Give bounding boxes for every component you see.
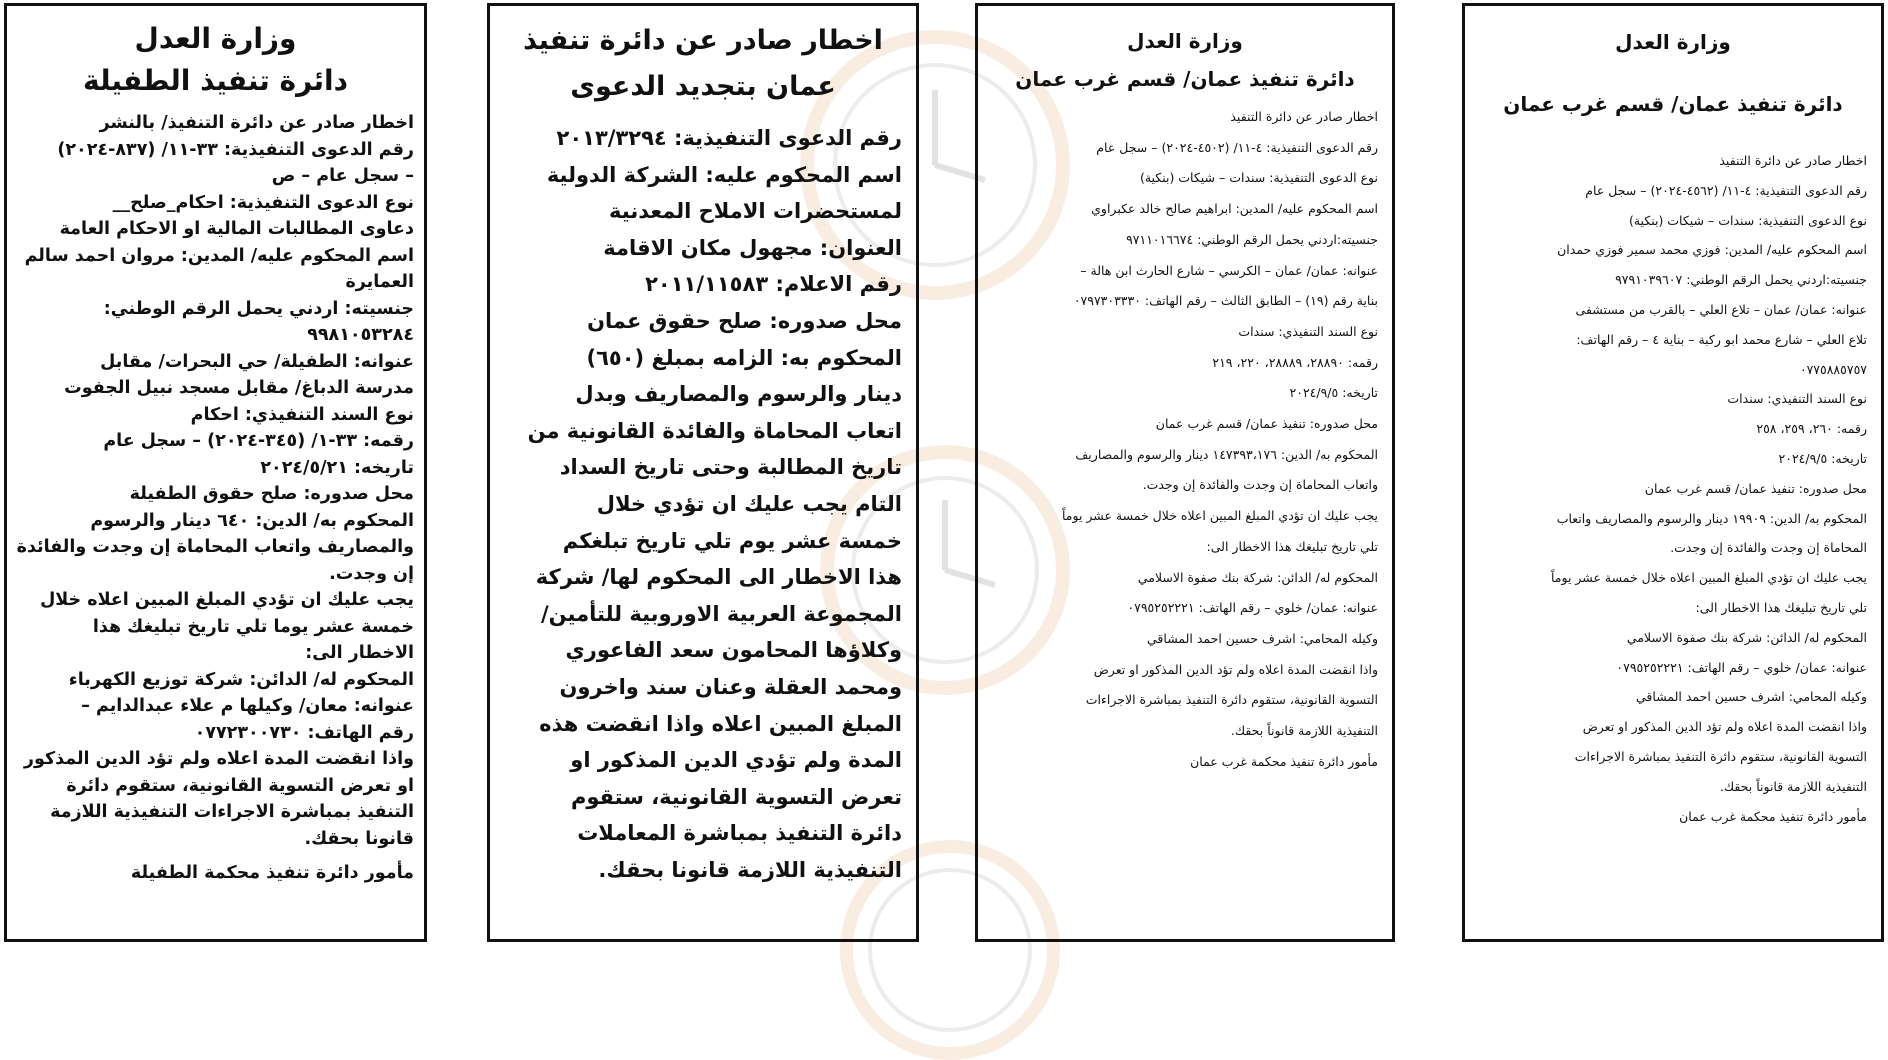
notice-line: عنوانه: عمان/ عمان – الكرسي – شارع الحارث ابن هالة – [1080, 262, 1378, 278]
notice-line: الاخطار الى: [305, 643, 414, 663]
notice-line: رقم الدعوى التنفيذية: ٤-١١/ (٤٥٦٢-٢٠٢٤) – سجل عام [1585, 182, 1867, 198]
notice-west-amman-1 [975, 3, 1395, 942]
notice-line: رقم الدعوى التنفيذية: ٢٠١٣/٣٢٩٤ [556, 126, 902, 150]
notice-line: رقم الهاتف: ٠٧٧٢٣٠٠٧٣٠ [194, 722, 414, 743]
notice-tafila [4, 3, 427, 942]
notice-line: اسم المحكوم عليه: الشركة الدولية [546, 162, 902, 187]
notice-line: إن وجدت. [329, 563, 414, 584]
notice-line: رقم الدعوى التنفيذية: ٤-١١/ (٤٥٠٢-٢٠٢٤) – سجل عام [1096, 139, 1378, 155]
notice-line: العنوان: مجهول مكان الاقامة [603, 235, 902, 260]
notice-line: يجب عليك ان تؤدي المبلغ المبين اعلاه خلال [40, 590, 414, 610]
notice-line: دعاوى المطالبات المالية او الاحكام العامة [59, 219, 414, 239]
notice-line: رقم الاعلام: ٢٠١١/١١٥٨٣ [645, 272, 902, 297]
notice-title: اخطار صادر عن دائرة تنفيذ [523, 25, 883, 56]
notice-line: اسم المحكوم عليه/ المدين: ابراهيم صالح خالد عكبراوي [1091, 201, 1378, 217]
notice-line: المحكوم له/ الدائن: شركة بنك صفوة الاسلامي [1626, 629, 1867, 645]
notice-line: قانونا بحقك. [304, 828, 414, 849]
notice-line: التسوية القانونية، ستقوم دائرة التنفيذ بمباشرة الاجراءات [1574, 748, 1867, 764]
notice-title: وزارة العدل [1615, 30, 1731, 54]
notice-line: اخطار صادر عن دائرة التنفيذ [1719, 153, 1867, 168]
notice-line: التنفيذية اللازمة قانونا بحقك. [598, 857, 902, 882]
notice-line: المحكوم له/ الدائن: شركة بنك صفوة الاسلامي [1137, 569, 1378, 585]
notice-line: تاريخه: ٢٠٢٤/٩/٥ [1778, 450, 1867, 466]
notice-amman-renewal [487, 3, 919, 942]
notice-line: – سجل عام – ص [271, 166, 414, 186]
notice-title: وزارة العدل [134, 22, 297, 55]
notice-line: تلي تاريخ تبليغك هذا الاخطار الى: [1695, 599, 1867, 615]
notice-line: واتعاب المحاماة إن وجدت والفائدة إن وجدت. [1142, 477, 1378, 493]
notice-line: اتعاب المحاماة والفائدة القانونية من [527, 418, 902, 443]
notice-subtitle: دائرة تنفيذ عمان/ قسم غرب عمان [1503, 92, 1843, 116]
notice-line: نوع الدعوى التنفيذية: سندات – شيكات (بنكية) [1139, 170, 1378, 186]
notice-line: المدة ولم تؤدي الدين المذكور او [570, 748, 902, 773]
notice-line: واذا انقضت المدة اعلاه ولم تؤد الدين المذكور او تعرض [1093, 661, 1378, 677]
notice-footer: مأمور دائرة تنفيذ محكمة الطفيلة [130, 863, 414, 883]
notice-line: تاريخه: ٢٠٢٤/٥/٢١ [260, 457, 414, 478]
notice-line: واذا انقضت المدة اعلاه ولم تؤد الدين المذكور [23, 749, 414, 769]
notice-line: ٩٩٨١٠٥٣٢٨٤ [307, 325, 414, 345]
notice-line: مدرسة الدباغ/ مقابل مسجد نبيل الجفوت [64, 378, 414, 398]
notice-line: رقمه: ٢٨٨٩٠، ٢٨٨٨٩، ٢٢٠، ٢١٩ [1212, 354, 1378, 370]
notice-line: اسم المحكوم عليه/ المدين: فوزي محمد سمير فوزي حمدان [1557, 242, 1867, 258]
notice-line: ومحمد العقلة وعنان سند واخرون [559, 674, 902, 699]
notice-line: التام يجب عليك ان تؤدي خلال [596, 491, 902, 516]
notice-line: محل صدوره: تنفيذ عمان/ قسم غرب عمان [1155, 416, 1378, 432]
notice-line: العمايرة [345, 272, 414, 292]
notice-line: اخطار صادر عن دائرة التنفيذ [1230, 109, 1378, 124]
notice-line: دائرة التنفيذ بمباشرة المعاملات [577, 821, 902, 846]
notice-line: عنوانه: الطفيلة/ حي البحرات/ مقابل [100, 351, 414, 372]
notice-line: خمسة عشر يوم تلي تاريخ تبلغكم [562, 528, 902, 553]
notice-line: يجب عليك ان تؤدي المبلغ المبين اعلاه خلال خمسة عشر يوماً [1062, 508, 1378, 524]
notice-subtitle: دائرة تنفيذ الطفيلة [82, 64, 348, 97]
notice-line: نوع الدعوى التنفيذية: احكام_صلح__ [112, 192, 414, 213]
notice-line: المبلغ المبين اعلاه واذا انقضت هذه [539, 711, 902, 736]
notice-line: المحكوم له/ الدائن: شركة توزيع الكهرباء [68, 669, 414, 690]
notice-line: وكلاؤها المحامون سعد الفاعوري [565, 638, 902, 663]
notice-line: محل صدوره: صلح حقوق الطفيلة [129, 484, 414, 504]
notice-line: رقمه: ٣٣-١/ (٣٤٥-٢٠٢٤) – سجل عام [103, 431, 414, 451]
notice-line: واذا انقضت المدة اعلاه ولم تؤد الدين المذكور او تعرض [1582, 719, 1867, 735]
notice-line: المحاماة إن وجدت والفائدة إن وجدت. [1670, 540, 1867, 556]
notice-line: وكيله المحامي: اشرف حسين احمد المشاقي [1147, 630, 1378, 646]
notice-line: تلاع العلي – شارع محمد ابو ركبة – بناية ٤ – رقم الهاتف: [1576, 331, 1867, 347]
notice-line: ٠٧٧٥٨٨٥٧٥٧ [1799, 361, 1867, 377]
notice-line: نوع السند التنفيذي: احكام [190, 404, 414, 425]
notice-line: المجموعة العربية الاوروبية للتأمين/ [540, 601, 902, 626]
notice-line: يجب عليك ان تؤدي المبلغ المبين اعلاه خلال خمسة عشر يوماً [1551, 570, 1867, 586]
notice-line: اسم المحكوم عليه/ المدين: مروان احمد سالم [24, 245, 414, 266]
notice-line: نوع الدعوى التنفيذية: سندات – شيكات (بنكية) [1628, 212, 1867, 228]
notice-line: عنوانه: عمان/ خلوي – رقم الهاتف: ٠٧٩٥٢٥٢٢٢١ [1127, 600, 1378, 616]
notice-line: وكيله المحامي: اشرف حسين احمد المشاقي [1636, 689, 1867, 705]
notice-subtitle: عمان بتجديد الدعوى [570, 71, 836, 102]
notice-line: خمسة عشر يوما تلي تاريخ تبليغك هذا [92, 616, 414, 637]
notice-line: عنوانه: معان/ وكيلها م علاء عبدالدايم – [81, 696, 414, 716]
notice-footer: مأمور دائرة تنفيذ محكمة غرب عمان [1679, 808, 1867, 824]
notice-line: دينار والرسوم والمصاريف وبدل [575, 382, 902, 407]
notice-line: محل صدوره: صلح حقوق عمان [587, 308, 902, 333]
notice-line: التنفيذ بمباشرة الاجراءات التنفيذية اللازمة [50, 802, 414, 822]
notice-line: المحكوم به/ الدين: ١٩٩٠٩ دينار والرسوم والمصاريف واتعاب [1556, 510, 1867, 526]
notice-line: المحكوم به/ الدين: ٦٤٠ دينار والرسوم [90, 510, 414, 531]
notice-line: رقم الدعوى التنفيذية: ٣٣-١١/ (٨٣٧-٢٠٢٤) [57, 139, 414, 160]
notice-line: عنوانه: عمان/ عمان – تلاع العلي – بالقرب من مستشفى [1575, 301, 1867, 317]
notice-line: نوع السند التنفيذي: سندات [1238, 323, 1378, 339]
notice-line: هذا الاخطار الى المحكوم لها/ شركة [535, 565, 902, 590]
notice-line: جنسيته:اردني يحمل الرقم الوطني: ٩٧٩١٠٣٩٦٠٧ [1615, 272, 1867, 288]
notice-line: نوع السند التنفيذي: سندات [1727, 391, 1867, 407]
notice-line: تاريخه: ٢٠٢٤/٩/٥ [1289, 385, 1378, 401]
notice-line: بناية رقم (١٩) – الطابق الثالث – رقم الهاتف: ٠٧٩٧٣٠٣٣٣٠ [1073, 293, 1378, 309]
notice-footer: مأمور دائرة تنفيذ محكمة غرب عمان [1190, 753, 1378, 769]
notice-line: اخطار صادر عن دائرة التنفيذ/ بالنشر [99, 113, 414, 133]
notice-line: او تعرض التسوية القانونية، ستقوم دائرة [66, 775, 414, 796]
notice-line: تاريخ المطالبة وحتى تاريخ السداد [559, 455, 902, 480]
notice-line: المحكوم به: الزامه بمبلغ (٦٥٠) [586, 345, 902, 370]
notice-line: المحكوم به/ الدين: ١٤٧٣٩٣،١٧٦ دينار والرسوم والمصاريف [1075, 446, 1378, 462]
notice-line: تلي تاريخ تبليغك هذا الاخطار الى: [1206, 538, 1378, 554]
notice-line: والمصاريف واتعاب المحاماة إن وجدت والفائدة [17, 537, 414, 557]
notice-subtitle: دائرة تنفيذ عمان/ قسم غرب عمان [1015, 67, 1355, 91]
notice-line: محل صدوره: تنفيذ عمان/ قسم غرب عمان [1644, 480, 1867, 496]
notice-line: لمستحضرات الاملاح المعدنية [609, 199, 902, 224]
notice-line: عنوانه: عمان/ خلوي – رقم الهاتف: ٠٧٩٥٢٥٢٢٢١ [1616, 659, 1867, 675]
notice-line: التسوية القانونية، ستقوم دائرة التنفيذ بمباشرة الاجراءات [1085, 692, 1378, 708]
notice-line: التنفيذية اللازمة قانوناً بحقك. [1230, 723, 1378, 739]
notice-line: جنسيته:اردني يحمل الرقم الوطني: ٩٧١١٠١٦٦٧٤ [1126, 231, 1378, 247]
notice-line: التنفيذية اللازمة قانوناً بحقك. [1719, 778, 1867, 794]
notice-west-amman-2 [1462, 3, 1884, 942]
notice-line: رقمه: ٢٦٠، ٢٥٩، ٢٥٨ [1756, 421, 1867, 437]
notice-line: جنسيته: اردني يحمل الرقم الوطني: [103, 298, 414, 319]
notice-title: وزارة العدل [1127, 29, 1243, 53]
notice-line: تعرض التسوية القانونية، ستقوم [571, 784, 902, 809]
